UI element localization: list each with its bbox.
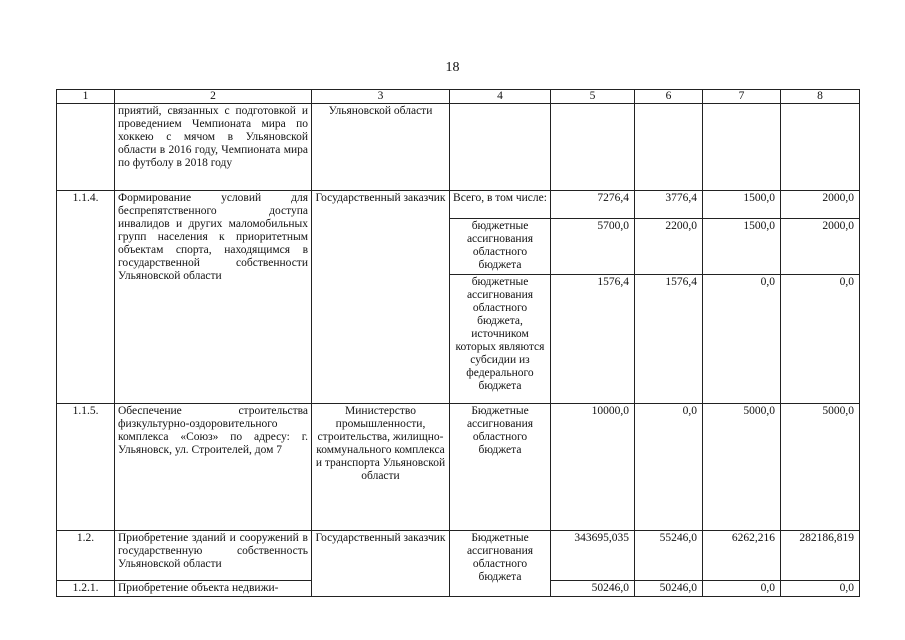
row-funding-source: Бюджетные ассигнования областного бюджета [450,404,551,531]
row-value-col7: 0,0 [703,275,781,404]
col-header-7: 7 [703,90,781,104]
row-funding-source: бюджетные ассигнования областного бюджета [450,219,551,275]
row-number: 1.1.4. [57,191,115,404]
row-value-col7: 1500,0 [703,191,781,219]
row-value-col7: 5000,0 [703,404,781,531]
col-header-5: 5 [551,90,635,104]
row-value-col5: 50246,0 [551,581,635,597]
row-funding-source [450,104,551,191]
row-funding-source [450,531,551,597]
row-number: 1.2. [57,531,115,581]
row-value-col6: 3776,4 [635,191,703,219]
row-value-col6: 50246,0 [635,581,703,597]
row-value-col6: 1576,4 [635,275,703,404]
budget-table [56,89,860,597]
row-value-col8: 5000,0 [781,404,860,531]
col-header-6: 6 [635,90,703,104]
col-header-3: 3 [312,90,450,104]
row-value-col8: 2000,0 [781,219,860,275]
row-value-col5: 7276,4 [551,191,635,219]
row-value-col7: 0,0 [703,581,781,597]
row-customer: Государственный заказчик [312,191,450,404]
table-row [57,191,860,219]
col-header-1: 1 [57,90,115,104]
row-funding-source: Всего, в том числе: [450,191,551,219]
row-value-col8: 2000,0 [781,191,860,219]
table-row [57,104,860,191]
table-row [57,531,860,581]
row-value-col7 [703,104,781,191]
row-number: 1.2.1. [57,581,115,597]
row-value-col5: 1576,4 [551,275,635,404]
funding-source-text-cont: бюджета [478,571,522,583]
funding-source-text: Бюджетные ассигнования областного [466,532,534,570]
row-value-col5: 10000,0 [551,404,635,531]
col-header-8: 8 [781,90,860,104]
row-value-col7: 1500,0 [703,219,781,275]
row-value-col5 [551,104,635,191]
row-value-col8: 0,0 [781,581,860,597]
row-value-col8: 0,0 [781,275,860,404]
col-header-4: 4 [450,90,551,104]
row-value-col6 [635,104,703,191]
row-customer: Ульяновской области [312,104,450,191]
row-value-col5: 5700,0 [551,219,635,275]
row-description: Приобретение зданий и сооружений в государственную собственность Ульяновской области [115,531,312,581]
row-customer: Министерство промышленности, строительства, жилищно-коммунального комплекса и транспорта Ульяновской области [312,404,450,531]
col-header-2: 2 [115,90,312,104]
row-funding-source: бюджетные ассигнования областного бюджета, источником которых являются субсидии из федерального бюджета [450,275,551,404]
row-value-col8: 282186,819 [781,531,860,581]
row-value-col6: 55246,0 [635,531,703,581]
row-description: Обеспечение строительства физкультурно-оздоровительного комплекса «Союз» по адресу: г. Ульяновск, ул. Строителей, дом 7 [115,404,312,531]
row-value-col7: 6262,216 [703,531,781,581]
table-row [57,404,860,531]
row-value-col5: 343695,035 [551,531,635,581]
row-customer: Государственный заказчик [312,531,450,597]
row-description: Приобретение объекта недвижи- [115,581,312,597]
row-number [57,104,115,191]
header-row [57,90,860,104]
page-number: 18 [445,60,460,75]
row-description: Формирование условий для беспрепятственного доступа инвалидов и других маломобильных групп населения к приоритетным объектам спорта, находящимся в государственной собственности Ульяновской области [115,191,312,404]
row-description: приятий, связанных с подготовкой и проведением Чемпионата мира по хоккею с мячом в Ульяновской области в 2016 году, Чемпионата мира по футболу в 2018 году [115,104,312,191]
row-value-col6: 0,0 [635,404,703,531]
row-value-col6: 2200,0 [635,219,703,275]
row-value-col8 [781,104,860,191]
row-number: 1.1.5. [57,404,115,531]
